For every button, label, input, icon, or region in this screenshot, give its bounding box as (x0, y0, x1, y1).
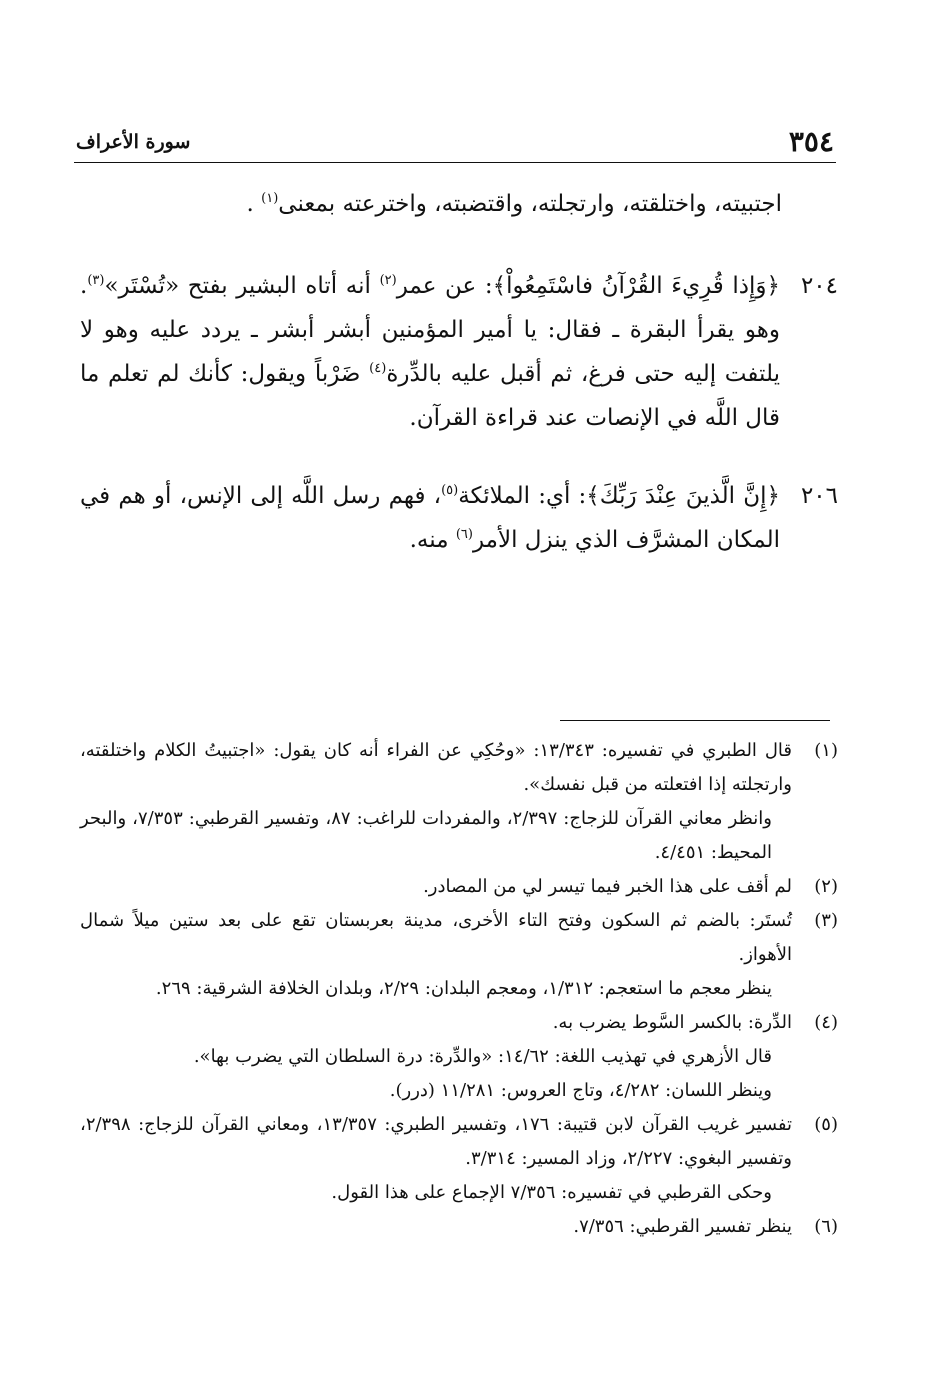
footnote-ref[interactable]: (٤) (369, 361, 387, 376)
footnotes-section (80, 734, 838, 1244)
footnote-ref[interactable]: (١) (261, 191, 279, 206)
continuation-paragraph (80, 182, 782, 226)
footnote-number: (٤) (814, 1012, 838, 1033)
surah-title: سورة الأعراف (76, 131, 191, 153)
header-rule (74, 162, 836, 163)
page-number: ٣٥٤ (788, 125, 834, 158)
footnote-number: (١) (814, 740, 838, 761)
verse-commentary (80, 474, 780, 562)
quran-verse: ﴿إِنَّ الَّذينَ عِنْدَ رَبِّكَ﴾ (586, 483, 780, 509)
footnote-text: تُستَر: بالضم ثم السكون وفتح التاء الأخرى، مدينة بعربستان تقع على بعد ستين ميلاً شمال الأهواز. (80, 910, 792, 965)
commentary-text: أنه أتاه البشير بفتح «تُسْتَر» (104, 273, 380, 299)
footnote-text: ينظر تفسير القرطبي: ٧/٣٥٦. (573, 1216, 792, 1237)
commentary-text: منه. (409, 527, 456, 553)
commentary-text: . وهو يقرأ البقرة ـ فقال: يا أمير المؤمنين أبشر أبشر ـ يردد عليه وهو لا يلتفت إليه حتى فرغ، ثم أقبل عليه بالدِّرة (80, 273, 780, 387)
footnote-text: الدِّرة: بالكسر السَّوط يضرب به. (552, 1012, 792, 1033)
verse-commentary (80, 264, 780, 440)
commentary-text: : عن عمر (396, 273, 493, 299)
footnote-reference-text: وانظر معاني القرآن للزجاج: ٢/٣٩٧، والمفردات للراغب: ٨٧، وتفسير القرطبي: ٧/٣٥٣، والبحر المحيط: ٤/٤٥١. (80, 808, 772, 863)
footnote-number: (٥) (814, 1114, 838, 1135)
continuation-end: . (246, 191, 262, 217)
footnote-text: لم أقف على هذا الخبر فيما تيسر لي من المصادر. (423, 876, 792, 897)
footnote-1 (80, 734, 838, 870)
footnote-reference-text: وحكى القرطبي في تفسيره: ٧/٣٥٦ الإجماع على هذا القول. (331, 1182, 772, 1203)
footnote-ref[interactable]: (٣) (87, 273, 105, 288)
footnote-ref[interactable]: (٥) (441, 483, 459, 498)
footnote-number: (٣) (814, 910, 838, 931)
commentary-text: ، فهم رسل اللَّه إلى الإنس، أو هم في المكان المشرَّف الذي ينزل الأمر (80, 483, 780, 553)
footnote-separator (560, 720, 830, 721)
page-header (74, 126, 836, 158)
footnote-ref[interactable]: (٦) (455, 527, 473, 542)
footnote-4 (80, 1006, 838, 1108)
verse-number: ٢٠٦ (800, 483, 838, 509)
footnote-6 (80, 1210, 838, 1244)
footnote-reference-text: ينظر معجم ما استعجم: ١/٣١٢، ومعجم البلدان: ٢/٢٩، وبلدان الخلافة الشرقية: ٢٦٩. (155, 978, 772, 999)
footnote-number: (٦) (814, 1216, 838, 1237)
footnote-number: (٢) (814, 876, 838, 897)
footnote-ref[interactable]: (٢) (379, 273, 397, 288)
footnote-text: تفسير غريب القرآن لابن قتيبة: ١٧٦، وتفسير الطبري: ١٣/٣٥٧، ومعاني القرآن للزجاج: ٢/٣٩٨، وتفسير البغوي: ٢/٢٢٧، وزاد المسير: ٣/٣١٤. (80, 1114, 792, 1169)
commentary-text: ضَرْباً ويقول: كأنك لم تعلم ما قال اللَّه في الإنصات عند قراءة القرآن. (80, 361, 780, 431)
footnote-3 (80, 904, 838, 1006)
footnote-2 (80, 870, 838, 904)
footnote-text: قال الطبري في تفسيره: ١٣/٣٤٣: «وحُكِي عن الفراء أنه كان يقول: «اجتبيتُ الكلام واختلقته، وارتجلته إذا افتعلته من قبل نفسك». (80, 740, 792, 795)
quran-verse: ﴿وَإِذا قُرِيءَ القُرْآنُ فاسْتَمِعُواْ﴾ (492, 273, 780, 299)
footnote-5 (80, 1108, 838, 1210)
commentary-text: : أي: الملائكة (458, 483, 587, 509)
footnote-reference-text: وينظر اللسان: ٤/٢٨٢، وتاج العروس: ١١/٢٨١ (درر). (389, 1080, 772, 1101)
continuation-text: اجتبيته، واختلقته، وارتجلته، واقتضبته، واخترعته بمعنى (278, 191, 782, 217)
verse-number: ٢٠٤ (800, 273, 838, 299)
footnote-reference-text: قال الأزهري في تهذيب اللغة: ١٤/٦٢: «والدِّرة: درة السلطان التي يضرب بها». (193, 1046, 772, 1067)
